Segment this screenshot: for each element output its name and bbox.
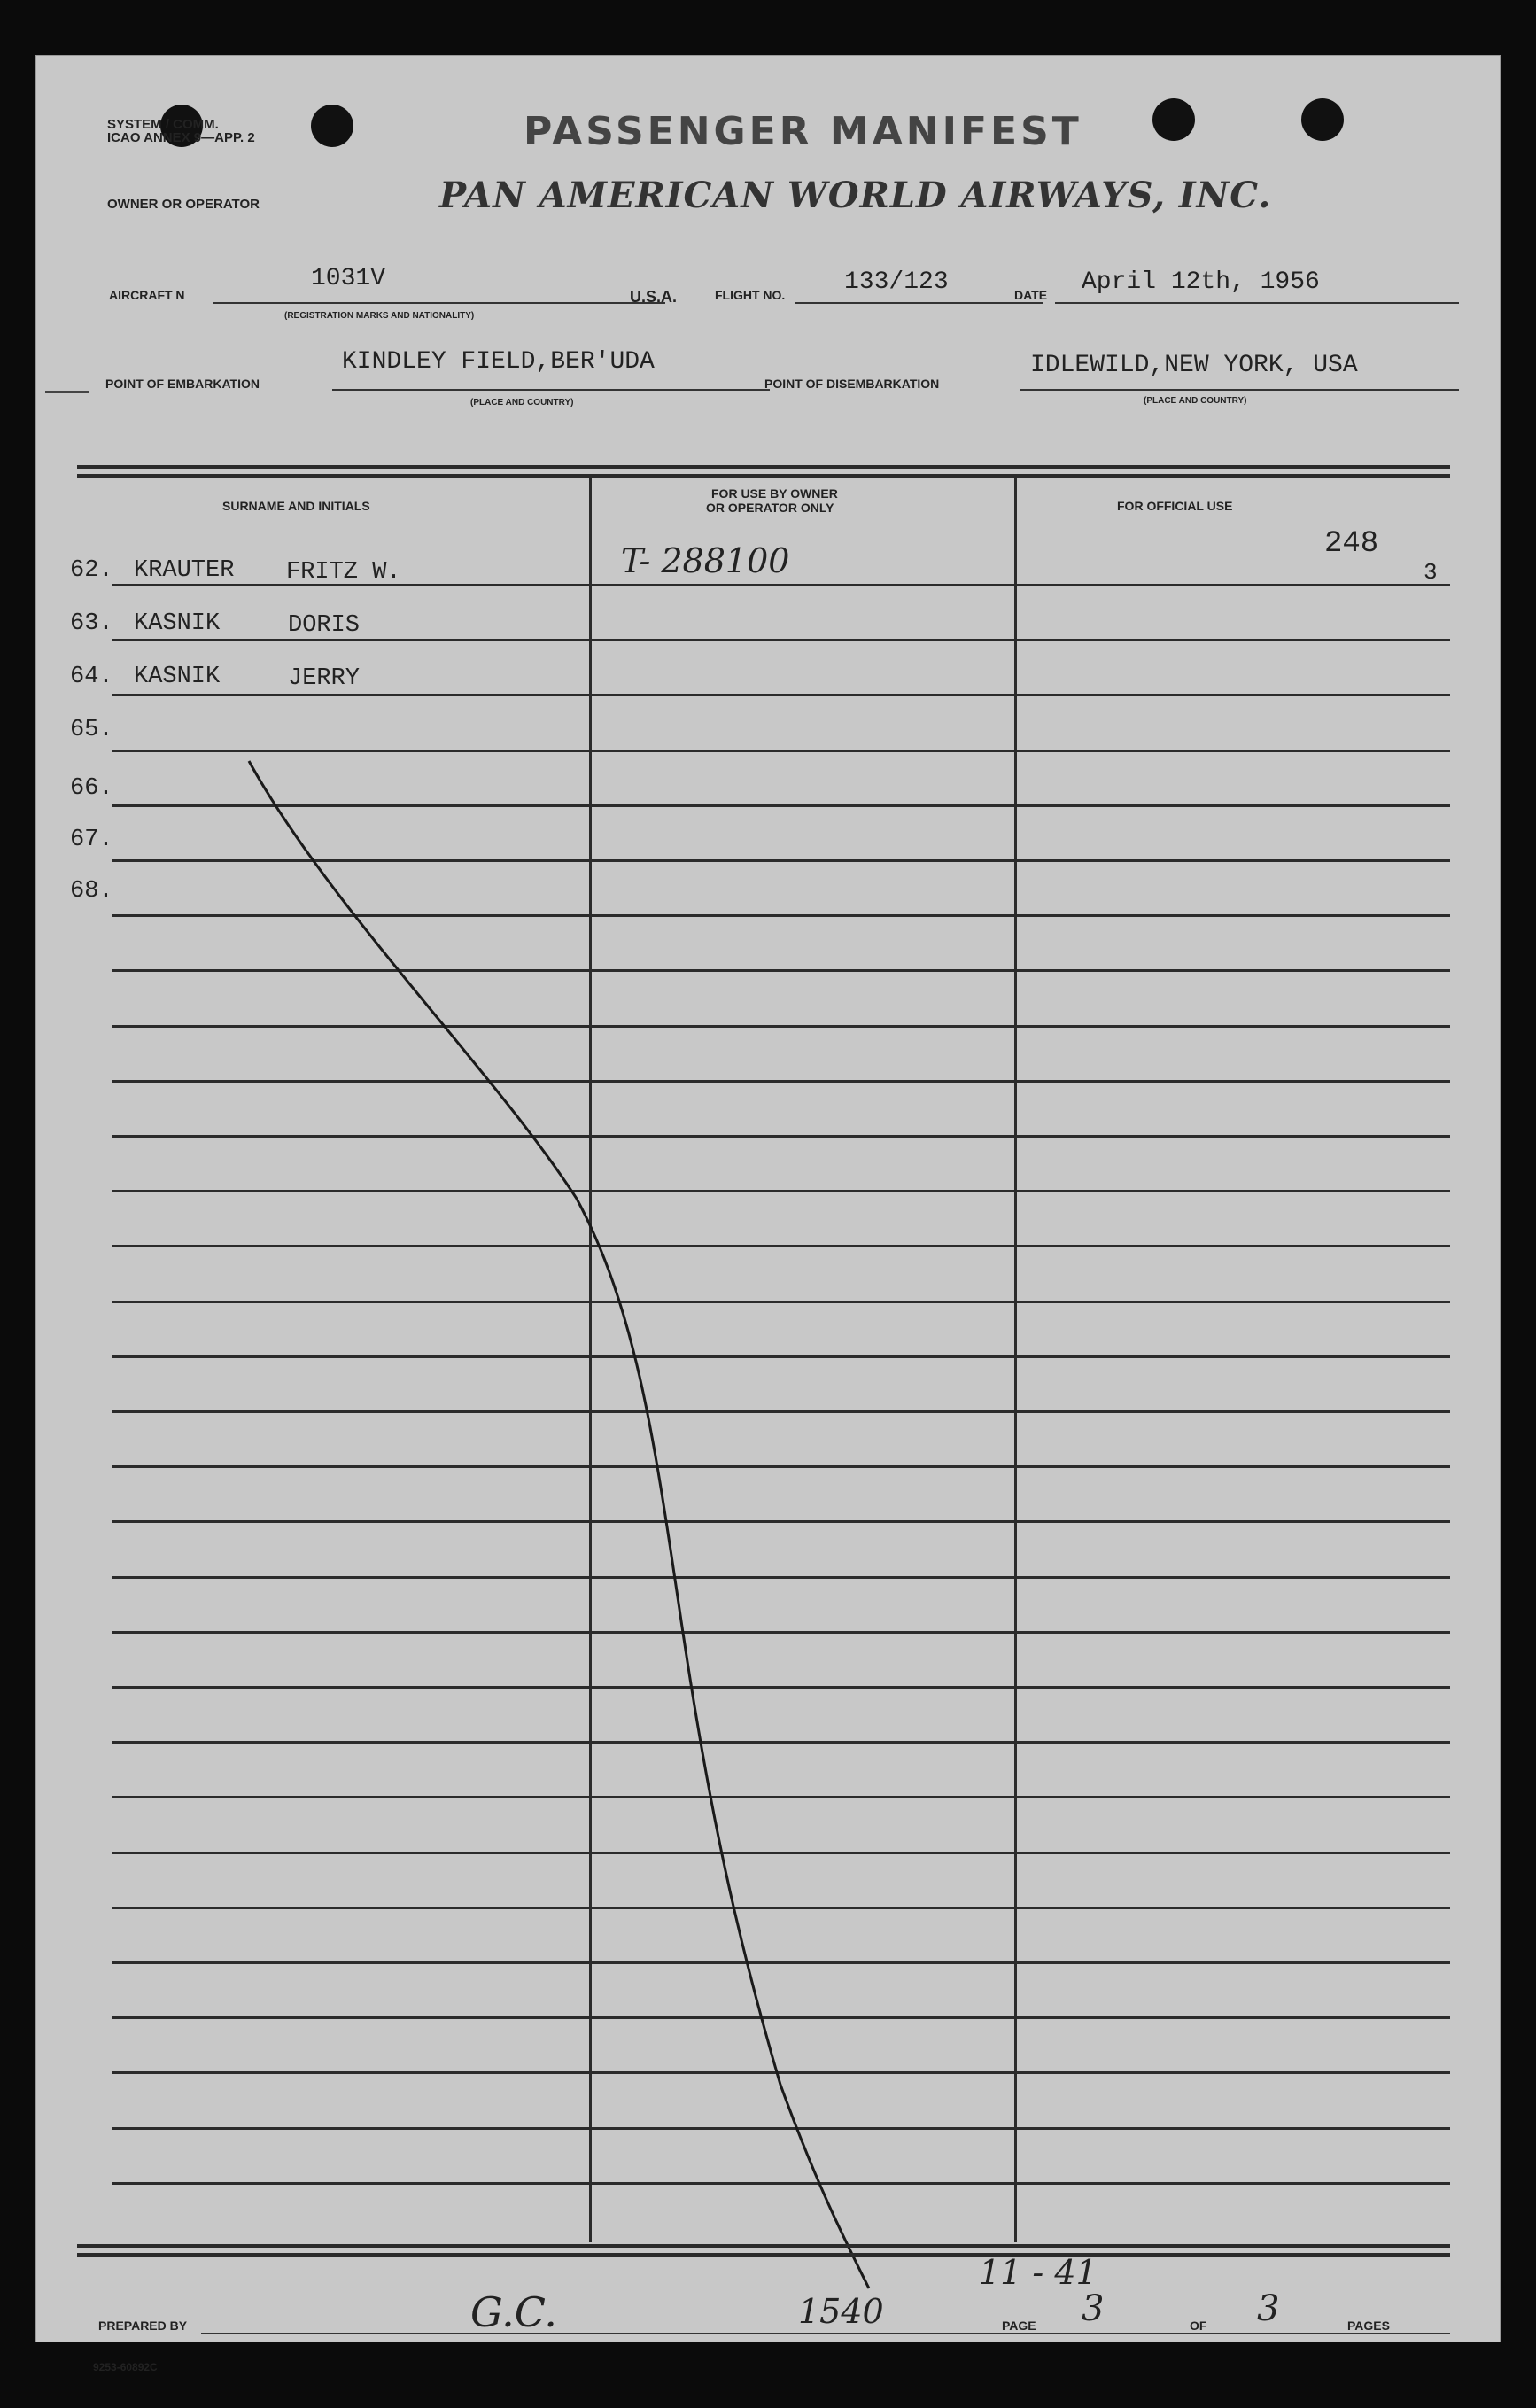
cancellation-stroke [36, 56, 1500, 2342]
aircraft-label: AIRCRAFT N [109, 288, 185, 302]
prepared-by-label: PREPARED BY [98, 2319, 188, 2333]
surname-column-header: SURNAME AND INITIALS [222, 499, 370, 513]
form-reference-bottom: ICAO ANNEX 9—APP. 2 [107, 130, 255, 145]
pages-label: PAGES [1347, 2319, 1390, 2333]
handwritten-code: 11 - 41 [979, 2253, 1098, 2292]
manifest-sheet [35, 55, 1501, 2373]
date-label: DATE [1014, 288, 1048, 302]
table-bottom-line-1 [77, 2244, 1450, 2248]
form-number: 9253-60892C [93, 2361, 158, 2373]
of-pages-number: 3 [1257, 2288, 1280, 2329]
date-value: April 12th, 1956 [1082, 268, 1320, 296]
disembarkation-label: POINT OF DISEMBARKATION [764, 377, 940, 391]
owner-use-header-2: OR OPERATOR ONLY [706, 501, 834, 515]
row-63-number: 63. [70, 610, 113, 637]
disembarkation-value: IDLEWILD,NEW YORK, USA [1030, 352, 1358, 379]
flight-no-value: 133/123 [844, 268, 949, 296]
official-use-number: 248 [1324, 527, 1379, 561]
table-bottom-line-2 [77, 2253, 1450, 2257]
prepared-by-initials: G.C. [470, 2288, 557, 2336]
row-68-number: 68. [70, 878, 113, 905]
embarkation-value: KINDLEY FIELD,BER'UDA [342, 348, 655, 376]
owner-use-header-1: FOR USE BY OWNER [711, 486, 838, 501]
aircraft-value: 1031V [311, 265, 386, 292]
row-64-number: 64. [70, 664, 113, 690]
flight-no-label: FLIGHT NO. [715, 288, 786, 302]
official-use-mark: 3 [1424, 559, 1438, 586]
row-66-number: 66. [70, 775, 113, 802]
official-use-header: FOR OFFICIAL USE [1117, 499, 1233, 513]
embarkation-label: POINT OF EMBARKATION [105, 377, 260, 391]
page-number: 3 [1082, 2288, 1105, 2329]
row-62-surname: KRAUTER [134, 557, 235, 584]
airline-name: PAN AMERICAN WORLD AIRWAYS, INC. [439, 175, 1272, 216]
aircraft-sublabel: (REGISTRATION MARKS AND NATIONALITY) [284, 311, 475, 321]
row-67-number: 67. [70, 827, 113, 853]
row-63-given: DORIS [288, 612, 361, 639]
row-64-given: JERRY [288, 665, 361, 692]
row-62-number: 62. [70, 557, 113, 584]
embarkation-sublabel: (PLACE AND COUNTRY) [470, 398, 574, 408]
usa-label: U.S.A. [630, 288, 678, 306]
of-label: OF [1190, 2319, 1207, 2333]
form-reference-top: SYSTEM / COMM. [107, 117, 219, 132]
row-63-surname: KASNIK [134, 610, 221, 637]
row-62-given: FRITZ W. [286, 559, 401, 586]
handwritten-time: 1540 [798, 2292, 884, 2331]
prepared-by-underline [201, 2333, 1450, 2334]
page-label: PAGE [1002, 2319, 1036, 2333]
owner-use-handwritten-note: T- 288100 [621, 541, 790, 580]
owner-operator-label: OWNER OR OPERATOR [107, 197, 260, 212]
page-title: PASSENGER MANIFEST [524, 109, 1082, 154]
row-65-number: 65. [70, 717, 113, 743]
disembarkation-sublabel: (PLACE AND COUNTRY) [1144, 396, 1247, 406]
row-64-surname: KASNIK [134, 664, 221, 690]
